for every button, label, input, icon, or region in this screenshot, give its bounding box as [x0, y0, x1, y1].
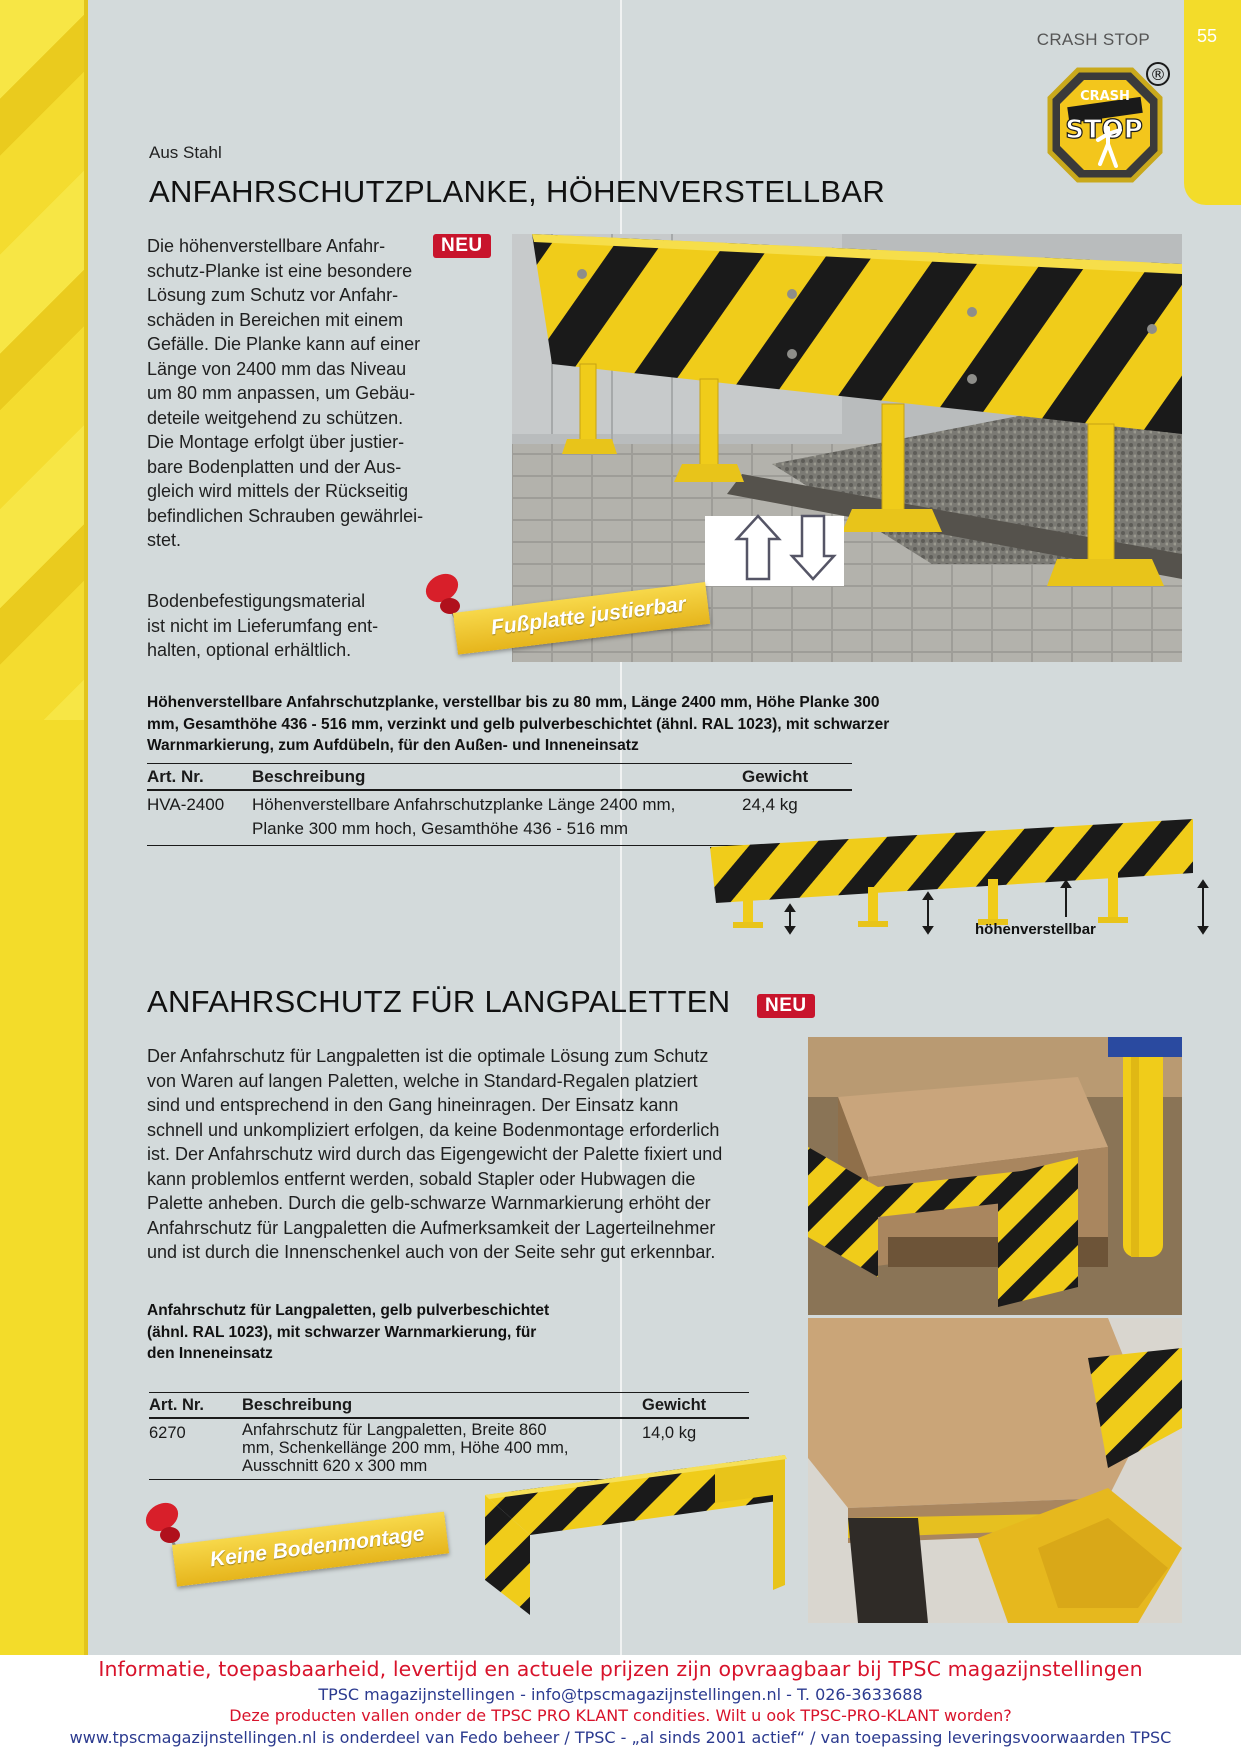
- page-number: 55: [1196, 26, 1218, 46]
- table-header-description: Beschreibung: [252, 764, 742, 791]
- section1-title: ANFAHRSCHUTZPLANKE, HÖHENVERSTELLBAR: [149, 174, 886, 209]
- pallet-protector-photo-bottom: [808, 1318, 1182, 1623]
- bold-line: mm, Gesamthöhe 436 - 516 mm, verzinkt und gelb pulverbeschichtet (ähnl. RAL 1023), mit schwarzer: [147, 715, 890, 733]
- body-line: Palette anheben. Durch die gelb-schwarze Warnmarkierung erhöht der: [147, 1193, 711, 1213]
- section1-note: [147, 589, 447, 663]
- left-band-edge: [84, 0, 88, 1655]
- body-line: deteile weitgehend zu schützen.: [147, 407, 404, 428]
- body-line: gleich wird mittels der Rückseitig: [147, 481, 409, 501]
- svg-text:STOP: STOP: [1065, 115, 1143, 145]
- footer-website-line: www.tpscmagazijnstellingen.nl is onderdeel van Fedo beheer / TPSC - „al sinds 2001 actief“ / van toepassing leveringsvoorwaarden TPSC: [69, 1728, 1172, 1747]
- section2-bold-description: [147, 1300, 627, 1365]
- table-header-description: Beschreibung: [242, 1393, 642, 1419]
- body-line: stet.: [147, 530, 182, 550]
- header-brand: CRASH STOP: [1036, 30, 1150, 49]
- crash-stop-logo: [1038, 58, 1172, 194]
- body-line: von Waren auf langen Paletten, welche in Standard-Regalen platziert: [147, 1070, 698, 1091]
- footer: [0, 1655, 1241, 1755]
- description-line: Anfahrschutz für Langpaletten, Breite 860: [242, 1421, 547, 1439]
- bold-line: den Inneneinsatz: [147, 1345, 273, 1362]
- pallet-protector-photo-top: [808, 1037, 1182, 1315]
- body-line: schnell und unkompliziert erfolgen, da keine Bodenmontage erforderlich: [147, 1119, 720, 1140]
- body-line: Die höhenverstellbare Anfahr-: [147, 236, 386, 256]
- body-line: Länge von 2400 mm das Niveau: [147, 358, 407, 379]
- table-header-row: [147, 764, 852, 791]
- left-decorative-band: [0, 0, 88, 1655]
- body-line: Die Montage erfolgt über justier-: [147, 432, 405, 452]
- footer-pro-customer-line: Deze producten vallen onder de TPSC PRO KLANT condities. Wilt u ook TPSC-PRO-KLANT worden?: [229, 1706, 1012, 1725]
- section2-body: [147, 1044, 797, 1265]
- description-line: Planke 300 mm hoch, Gesamthöhe 436 - 516 mm: [252, 819, 629, 838]
- section1-kicker: Aus Stahl: [149, 143, 222, 162]
- body-line: kann problemlos entfernt werden, sobald Stapler oder Hubwagen die: [147, 1168, 696, 1189]
- table-header-art: Art. Nr.: [147, 764, 252, 791]
- table-header-art: Art. Nr.: [149, 1393, 242, 1419]
- cell-art-number: 6270: [149, 1418, 242, 1480]
- note-line: Bodenbefestigungsmaterial: [147, 591, 366, 611]
- left-band-stripes: [0, 0, 88, 720]
- body-line: schutz-Planke ist eine besondere: [147, 260, 413, 281]
- feature-tag-no-floor-mounting: Keine Bodenmontage: [172, 1512, 449, 1587]
- body-line: um 80 mm anpassen, um Gebäu-: [147, 383, 416, 403]
- body-line: schäden in Bereichen mit einem: [147, 309, 404, 330]
- body-line: Lösung zum Schutz vor Anfahr-: [147, 285, 399, 305]
- body-line: Anfahrschutz für Langpaletten die Aufmerksamkeit der Lagerteilnehmer: [147, 1217, 716, 1238]
- section2-neu-badge: NEU: [757, 994, 815, 1018]
- section2-title: ANFAHRSCHUTZ FÜR LANGPALETTEN: [147, 984, 731, 1019]
- description-line: mm, Schenkellänge 200 mm, Höhe 400 mm,: [242, 1439, 569, 1457]
- cell-weight: 14,0 kg: [642, 1418, 749, 1480]
- drawing-caption: höhenverstellbar: [975, 921, 1096, 938]
- bold-line: Warnmarkierung, zum Aufdübeln, für den Außen- und Inneneinsatz: [147, 737, 639, 754]
- table-header-weight: Gewicht: [642, 1393, 749, 1419]
- cell-weight: 24,4 kg: [742, 790, 852, 846]
- body-line: sind und entsprechend in den Gang hineinragen. Der Einsatz kann: [147, 1095, 679, 1115]
- section1-body: [147, 234, 447, 553]
- body-line: Der Anfahrschutz für Langpaletten ist die optimale Lösung zum Schutz: [147, 1046, 709, 1066]
- svg-text:®: ®: [1150, 65, 1166, 84]
- barrier-drawing: [708, 817, 1213, 937]
- note-line: halten, optional erhältlich.: [147, 640, 352, 660]
- bold-line: (ähnl. RAL 1023), mit schwarzer Warnmarkierung, für: [147, 1323, 537, 1341]
- pallet-protector-drawing: [485, 1455, 790, 1620]
- body-line: befindlichen Schrauben gewährlei-: [147, 505, 424, 526]
- table-header-weight: Gewicht: [742, 764, 852, 791]
- svg-text:CRASH: CRASH: [1080, 89, 1130, 104]
- bold-line: Anfahrschutz für Langpaletten, gelb pulverbeschichtet: [147, 1302, 550, 1319]
- feature-tag-adjustable-footplate: Fußplatte justierbar: [453, 582, 710, 655]
- footer-info-line: Informatie, toepasbaarheid, levertijd en actuele prijzen zijn opvraagbaar bij TPSC magazijnstellingen: [98, 1657, 1143, 1681]
- cell-description: [252, 790, 742, 846]
- body-line: ist. Der Anfahrschutz wird durch das Eigengewicht der Palette fixiert und: [147, 1144, 723, 1164]
- cell-art-number: HVA-2400: [147, 790, 252, 846]
- body-line: Gefälle. Die Planke kann auf einer: [147, 334, 421, 354]
- description-line: Höhenverstellbare Anfahrschutzplanke Länge 2400 mm,: [252, 795, 676, 814]
- table-header-row: [149, 1393, 749, 1419]
- body-line: und ist durch die Innenschenkel auch von der Seite sehr gut erkennbar.: [147, 1242, 716, 1262]
- body-line: bare Bodenplatten und der Aus-: [147, 456, 402, 477]
- footer-contact-line: TPSC magazijnstellingen - info@tpscmagazijnstellingen.nl - T. 026-3633688: [318, 1685, 923, 1704]
- section1-bold-description: [147, 692, 1007, 757]
- note-line: ist nicht im Lieferumfang ent-: [147, 615, 379, 636]
- description-line: Ausschnitt 620 x 300 mm: [242, 1457, 428, 1475]
- section1-neu-badge: NEU: [433, 234, 491, 258]
- bold-line: Höhenverstellbare Anfahrschutzplanke, verstellbar bis zu 80 mm, Länge 2400 mm, Höhe Planke 300: [147, 694, 880, 711]
